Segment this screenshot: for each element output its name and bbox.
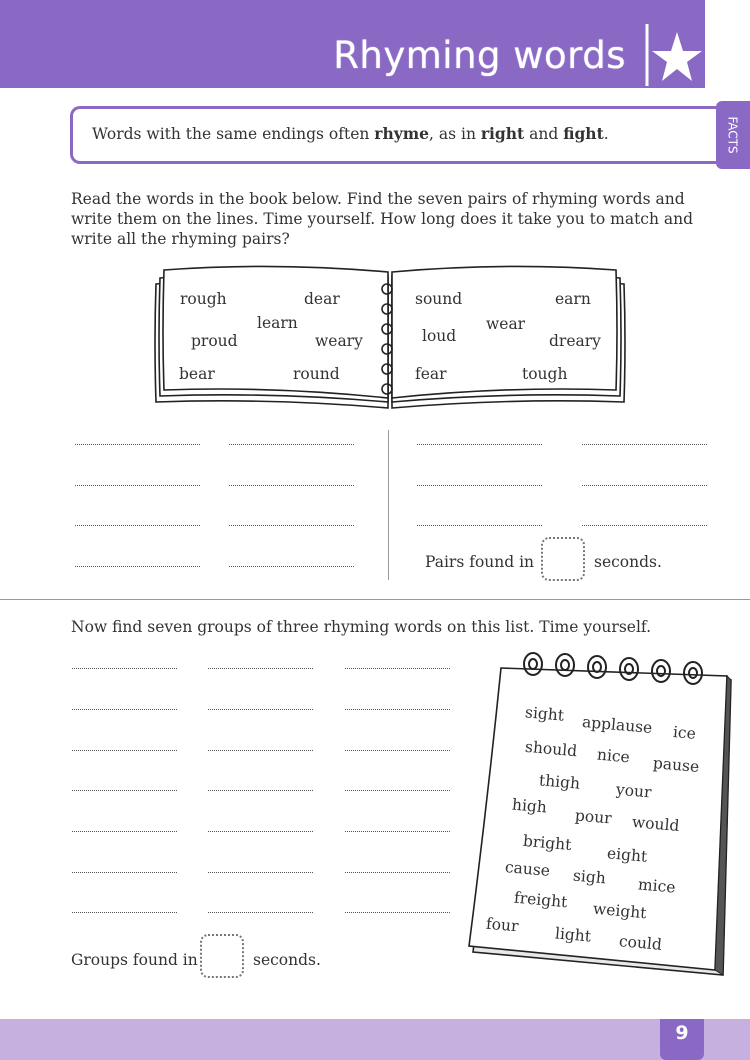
page-number: 9: [675, 1022, 689, 1044]
notebook-word: applause: [581, 712, 654, 738]
notebook-word: could: [618, 932, 663, 954]
group-answer-line[interactable]: [208, 668, 313, 669]
notebook-word: pour: [574, 806, 613, 828]
answer-line[interactable]: [229, 566, 354, 567]
facts-tab-label: FACTS: [726, 116, 740, 154]
notebook-word: sigh: [572, 866, 607, 888]
notebook-word: bright: [522, 831, 573, 855]
answer-line[interactable]: [582, 525, 707, 526]
notebook-word: sight: [524, 703, 565, 725]
pairs-found-label: Pairs found in: [425, 553, 535, 571]
answer-line[interactable]: [229, 444, 354, 445]
book-word: learn: [257, 314, 298, 332]
notebook-word: weight: [592, 899, 648, 923]
pairs-seconds-label: seconds.: [594, 553, 662, 571]
column-divider: [388, 430, 389, 580]
answer-line[interactable]: [75, 566, 200, 567]
group-answer-line[interactable]: [72, 790, 177, 791]
notebook-word: mice: [637, 875, 677, 897]
book-word: wear: [486, 315, 526, 333]
book-word: round: [293, 365, 340, 383]
group-answer-line[interactable]: [208, 709, 313, 710]
answer-line[interactable]: [582, 444, 707, 445]
notebook-word: freight: [513, 888, 569, 912]
group-answer-line[interactable]: [72, 750, 177, 751]
groups-timer-box[interactable]: [200, 934, 244, 978]
notebook-word: would: [631, 812, 681, 836]
book-word: loud: [422, 327, 457, 345]
answer-line[interactable]: [229, 525, 354, 526]
notebook-word: pause: [652, 754, 700, 776]
book-word: rough: [180, 290, 227, 308]
facts-text: Words with the same endings often rhyme, as in right and fight.: [92, 124, 609, 143]
answer-line[interactable]: [417, 525, 542, 526]
notebook-word: should: [524, 737, 578, 761]
answer-line[interactable]: [75, 485, 200, 486]
notebook-word: cause: [504, 858, 551, 880]
book-word: dear: [304, 290, 340, 308]
group-answer-line[interactable]: [208, 750, 313, 751]
section-divider: [0, 599, 750, 600]
star-icon: [645, 24, 705, 86]
section1-instructions: Read the words in the book below. Find the seven pairs of rhyming words and write them on the lines. Time yourself. How long does it take you to match and write all the rhyming pairs?: [71, 190, 694, 248]
group-answer-line[interactable]: [208, 912, 313, 913]
notebook-word: light: [554, 924, 592, 946]
groups-found-label: Groups found in: [71, 951, 198, 969]
group-answer-line[interactable]: [345, 872, 450, 873]
group-answer-line[interactable]: [208, 790, 313, 791]
group-answer-line[interactable]: [345, 750, 450, 751]
pairs-timer-box[interactable]: [541, 537, 585, 581]
group-answer-line[interactable]: [208, 872, 313, 873]
page-title: Rhyming words: [333, 34, 626, 77]
answer-line[interactable]: [417, 485, 542, 486]
group-answer-line[interactable]: [345, 709, 450, 710]
group-answer-line[interactable]: [208, 831, 313, 832]
group-answer-line[interactable]: [72, 709, 177, 710]
answer-line[interactable]: [229, 485, 354, 486]
notebook-word: high: [511, 795, 548, 817]
answer-line[interactable]: [582, 485, 707, 486]
answer-line[interactable]: [417, 444, 542, 445]
group-answer-line[interactable]: [72, 912, 177, 913]
notebook-word: four: [485, 914, 520, 936]
notebook-word: thigh: [538, 771, 581, 793]
group-answer-line[interactable]: [345, 790, 450, 791]
group-answer-line[interactable]: [72, 872, 177, 873]
group-answer-line[interactable]: [345, 668, 450, 669]
book-word: sound: [415, 290, 463, 308]
book-word: proud: [191, 332, 238, 350]
group-answer-line[interactable]: [345, 912, 450, 913]
group-answer-line[interactable]: [72, 831, 177, 832]
group-answer-line[interactable]: [345, 831, 450, 832]
footer-band: [0, 1019, 750, 1060]
answer-line[interactable]: [75, 444, 200, 445]
book-word: tough: [522, 365, 568, 383]
book-word: fear: [415, 365, 447, 383]
group-answer-line[interactable]: [72, 668, 177, 669]
section2-instructions: Now find seven groups of three rhyming words on this list. Time yourself.: [71, 618, 652, 636]
book-word: weary: [315, 332, 363, 350]
book-word: dreary: [549, 332, 601, 350]
notebook-word: nice: [596, 745, 631, 767]
groups-seconds-label: seconds.: [253, 951, 321, 969]
notebook-word: eight: [606, 844, 648, 866]
book-word: earn: [555, 290, 591, 308]
notebook-word: ice: [672, 723, 697, 743]
answer-line[interactable]: [75, 525, 200, 526]
book-word: bear: [179, 365, 215, 383]
notebook-word: your: [615, 780, 653, 802]
